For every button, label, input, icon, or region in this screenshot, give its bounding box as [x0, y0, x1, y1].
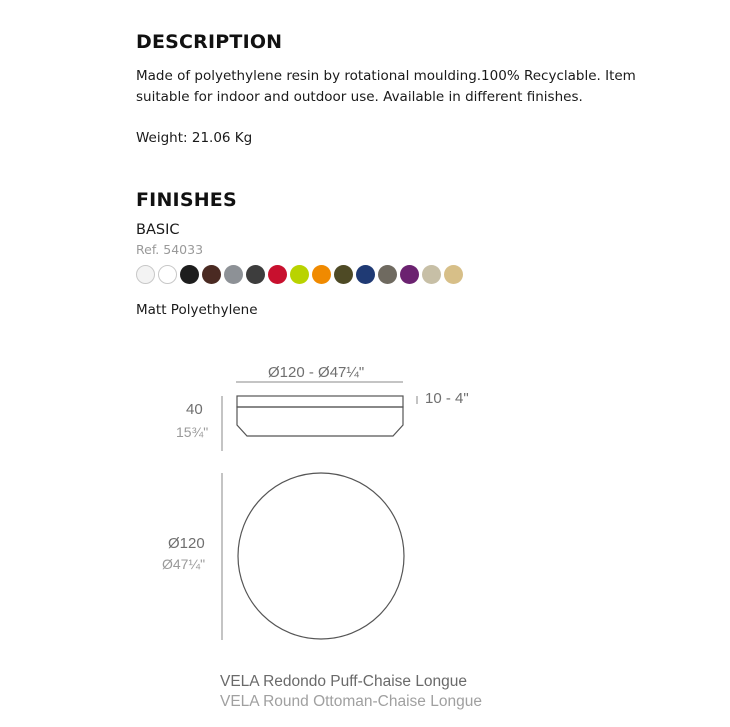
color-swatch-lime[interactable] [290, 265, 309, 284]
weight-text: Weight: 21.06 Kg [136, 130, 253, 146]
color-swatches [136, 265, 463, 284]
description-line-1: Made of polyethylene resin by rotational moulding.100% Recyclable. Item [136, 68, 636, 84]
finishes-heading: FINISHES [136, 189, 237, 211]
color-swatch-navy[interactable] [356, 265, 375, 284]
color-swatch-red[interactable] [268, 265, 287, 284]
color-swatch-white[interactable] [136, 265, 155, 284]
diameter-inch-label: Ø47¼" [162, 556, 206, 572]
color-swatch-white-gloss[interactable] [158, 265, 177, 284]
diameter-cm-label: Ø120 [168, 535, 205, 552]
color-swatch-black[interactable] [180, 265, 199, 284]
width-dimension-label: Ø120 - Ø47¼" [268, 364, 365, 381]
top-view-circle [238, 473, 404, 639]
color-swatch-beige[interactable] [444, 265, 463, 284]
side-profile [237, 396, 403, 436]
color-swatch-sand[interactable] [422, 265, 441, 284]
material-label: Matt Polyethylene [136, 302, 258, 318]
color-swatch-brown[interactable] [202, 265, 221, 284]
color-swatch-grey[interactable] [224, 265, 243, 284]
color-swatch-anthracite[interactable] [246, 265, 265, 284]
color-swatch-orange[interactable] [312, 265, 331, 284]
seat-height-label: 10 - 4" [425, 390, 469, 407]
product-name-spanish: VELA Redondo Puff-Chaise Longue [220, 673, 468, 690]
reference-number: Ref. 54033 [136, 242, 204, 257]
color-swatch-olive[interactable] [334, 265, 353, 284]
description-heading: DESCRIPTION [136, 31, 283, 53]
description-line-2: suitable for indoor and outdoor use. Available in different finishes. [136, 89, 583, 105]
product-name-english: VELA Round Ottoman-Chaise Longue [220, 693, 482, 710]
technical-drawing [0, 340, 730, 660]
finish-group-label: BASIC [136, 222, 180, 238]
description-text [136, 66, 716, 108]
color-swatch-plum[interactable] [400, 265, 419, 284]
height-inch-label: 15¾" [176, 424, 209, 440]
height-cm-label: 40 [186, 401, 203, 418]
color-swatch-taupe[interactable] [378, 265, 397, 284]
